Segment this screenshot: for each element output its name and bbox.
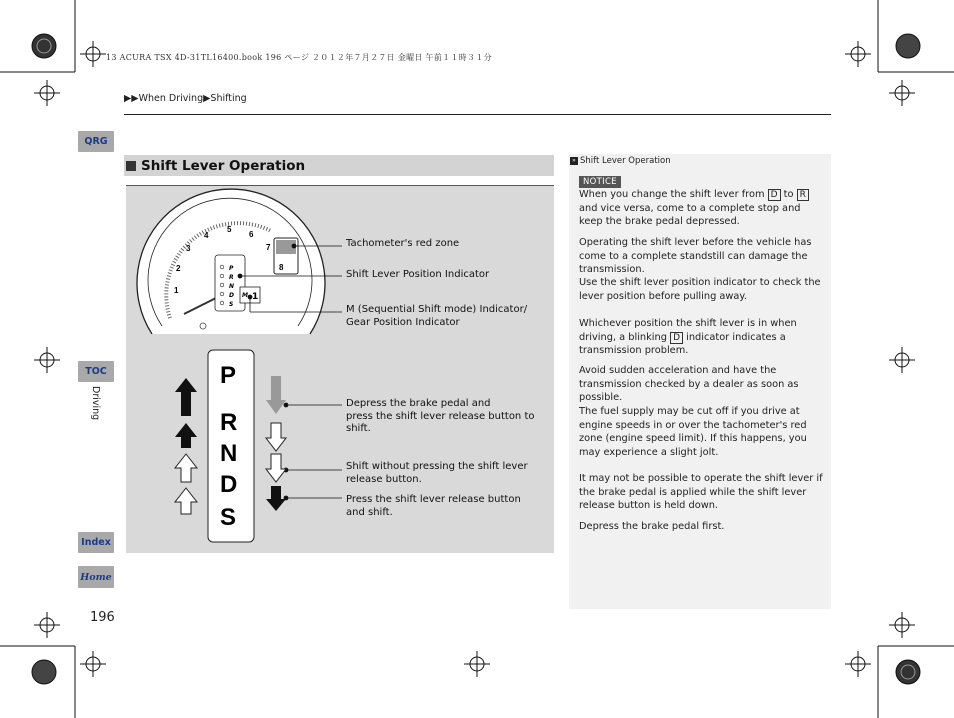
gate-letter-r: R xyxy=(220,409,238,436)
callout-without-line1: Shift without pressing the shift lever xyxy=(346,461,528,472)
callout-brake-release xyxy=(346,398,535,436)
callout-m-indicator xyxy=(346,304,527,329)
p1-text-c: and vice versa, come to a complete stop and keep the brake pedal depressed. xyxy=(579,202,801,228)
tach-number-5: 5 xyxy=(227,225,232,234)
breadcrumb-item-when-driving[interactable]: When Driving xyxy=(138,93,204,104)
sidebar-paragraph-6: The fuel supply may be cut off if you drive at engine speeds in or over the tachometer's red zone (engine speed limit). If this happens, you may experience a slight jolt. xyxy=(579,406,807,458)
section-square-icon xyxy=(126,161,136,171)
key-d-indicator: D xyxy=(768,189,781,201)
indicator-letter-s: S xyxy=(229,301,234,308)
sidebar-paragraph-4 xyxy=(579,317,823,358)
qrg-button[interactable]: QRG xyxy=(78,131,114,152)
callout-red-zone: Tachometer's red zone xyxy=(346,238,460,249)
sidebar-heading-text: Shift Lever Operation xyxy=(580,156,671,166)
toc-button[interactable]: TOC xyxy=(78,361,114,382)
print-job-header: 13 ACURA TSX 4D-31TL16400.book 196 ページ ２０１２年７月２７日 金曜日 午前１１時３１分 xyxy=(106,53,492,62)
callout-brake-line2: press the shift lever release button to xyxy=(346,410,535,422)
chapter-side-label: Driving xyxy=(90,386,101,421)
shift-lever-figure xyxy=(126,185,554,553)
section-title-text: Shift Lever Operation xyxy=(141,157,306,174)
header-rule xyxy=(124,114,831,115)
tach-number-7: 7 xyxy=(266,243,271,252)
indicator-letter-p: P xyxy=(229,265,234,272)
callout-without-line2: release button. xyxy=(346,473,422,485)
reference-arrow-icon: » xyxy=(570,157,578,165)
key-d-indicator: D xyxy=(670,332,683,344)
key-r-indicator: R xyxy=(797,189,809,201)
breadcrumb-item-shifting[interactable]: Shifting xyxy=(210,93,247,104)
notice-badge: NOTICE xyxy=(579,176,621,188)
indicator-letter-d: D xyxy=(229,292,234,299)
p4-text-a: Whichever position the shift lever is in when driving, a blinking xyxy=(579,318,797,343)
breadcrumb-arrow-icon: ▶ xyxy=(203,93,211,104)
index-button[interactable]: Index xyxy=(78,532,114,553)
tach-number-4: 4 xyxy=(204,231,209,240)
callout-press-button xyxy=(346,494,521,519)
sidebar-heading xyxy=(570,156,671,166)
callout-m-indicator-line2: Gear Position Indicator xyxy=(346,316,460,328)
sidebar-paragraph-8: Depress the brake pedal first. xyxy=(579,521,725,532)
gate-letter-s: S xyxy=(220,504,237,531)
callout-m-indicator-line1: M (Sequential Shift mode) Indicator/ xyxy=(346,304,528,315)
callout-brake-line3: shift. xyxy=(346,423,371,434)
gate-letter-n: N xyxy=(220,440,238,467)
section-title xyxy=(124,155,554,176)
callout-brake-line1: Depress the brake pedal and xyxy=(346,398,491,409)
gate-letter-p: P xyxy=(220,362,237,389)
sidebar-paragraph-2: Operating the shift lever before the vehicle has come to a complete standstill can damage the transmission. xyxy=(579,237,812,276)
gear-display: 1 xyxy=(252,292,259,302)
p4-text-b: indicator indicates a transmission problem. xyxy=(579,331,786,357)
breadcrumb xyxy=(124,93,247,104)
gate-letter-d: D xyxy=(220,471,238,498)
indicator-m: M xyxy=(242,292,248,299)
breadcrumb-arrow-icon: ▶▶ xyxy=(124,93,139,104)
tach-number-6: 6 xyxy=(249,230,254,239)
home-label: Home xyxy=(80,571,112,583)
p1-text-a: When you change the shift lever from xyxy=(579,189,768,200)
sidebar-paragraph-5: Avoid sudden acceleration and have the transmission checked by a dealer as soon as possible. xyxy=(579,365,799,404)
page-number: 196 xyxy=(90,610,115,625)
sidebar-paragraph-1 xyxy=(579,188,823,229)
callout-press-line1: Press the shift lever release button xyxy=(346,494,521,505)
p1-text-b: to xyxy=(780,189,797,200)
indicator-letter-r: R xyxy=(229,274,234,281)
home-button[interactable] xyxy=(78,566,114,588)
callout-without-button xyxy=(346,461,528,486)
sidebar-paragraph-3: Use the shift lever position indicator to check the lever position before pulling away. xyxy=(579,277,821,302)
sidebar-paragraph-7: It may not be possible to operate the shift lever if the brake pedal is applied while the shift lever release button is held down. xyxy=(579,473,823,512)
tach-number-8: 8 xyxy=(279,263,284,272)
callout-press-line2: and shift. xyxy=(346,506,393,518)
tach-number-2: 2 xyxy=(176,264,181,273)
tach-number-1: 1 xyxy=(174,286,179,295)
tach-number-3: 3 xyxy=(186,244,191,253)
indicator-letter-n: N xyxy=(229,283,235,290)
callout-position-indicator: Shift Lever Position Indicator xyxy=(346,269,490,280)
